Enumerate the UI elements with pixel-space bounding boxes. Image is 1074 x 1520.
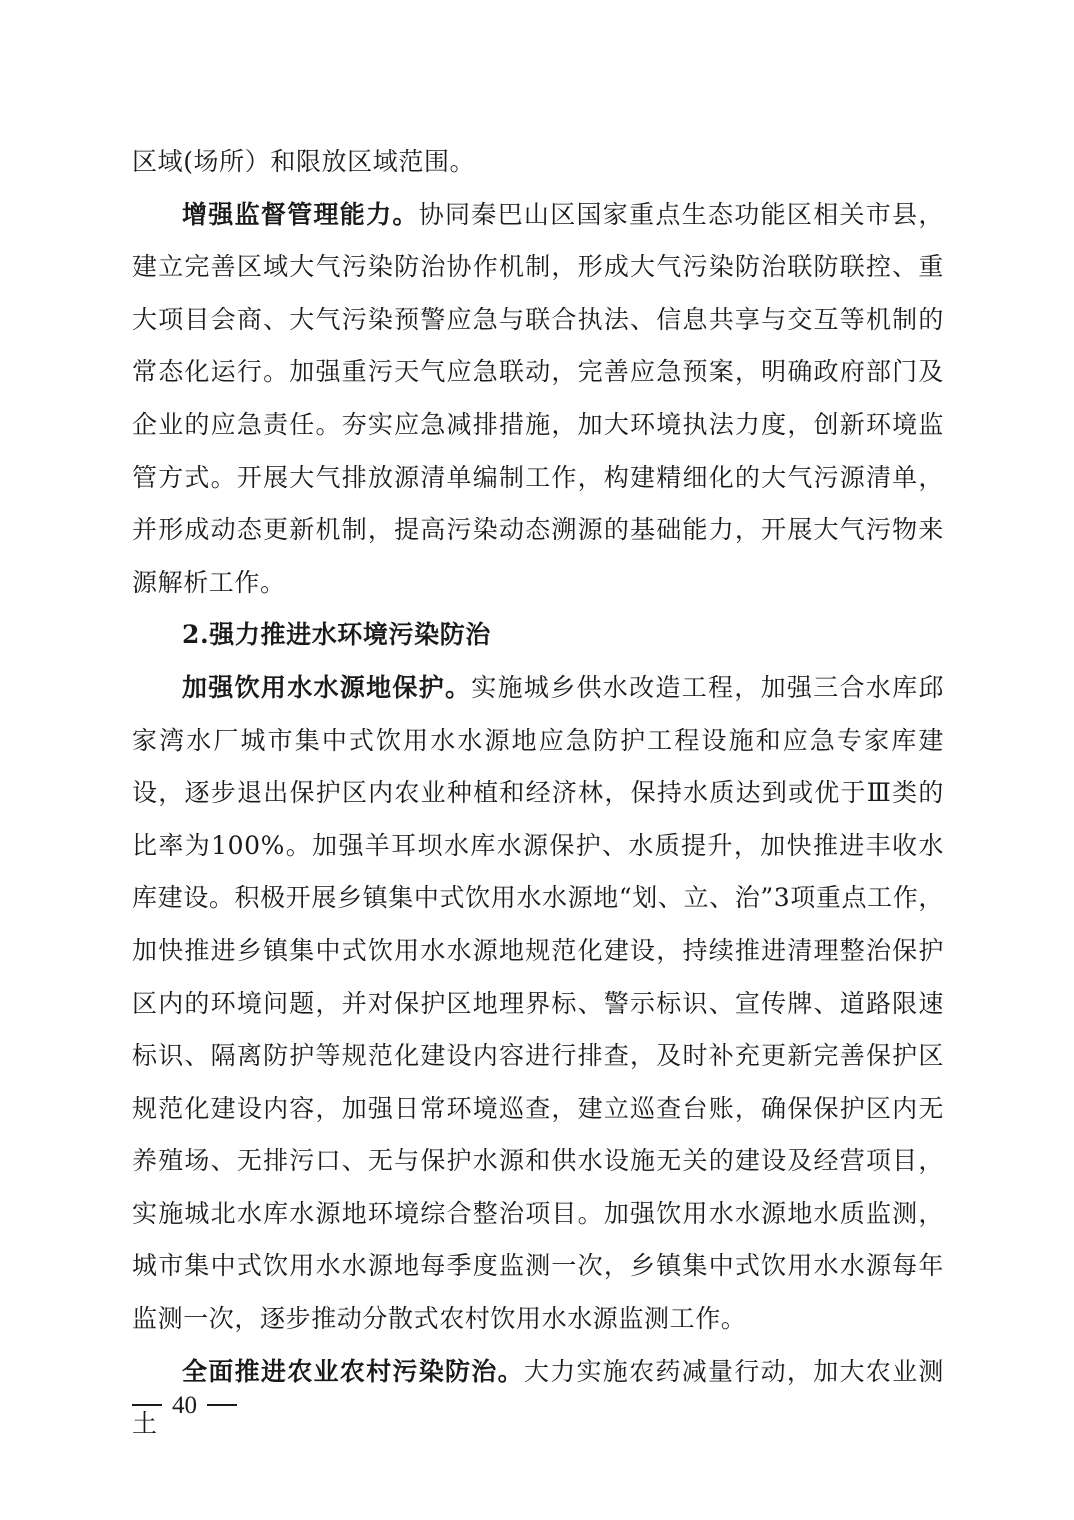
paragraph-lead: 全面推进农业农村污染防治。 xyxy=(182,1356,524,1386)
paragraph-lead: 加强饮用水水源地保护。 xyxy=(182,672,472,702)
section-heading: 2.强力推进水环境污染防治 xyxy=(182,620,491,650)
page-number: 40 xyxy=(172,1392,197,1419)
paragraph-lead: 增强监督管理能力。 xyxy=(182,199,419,229)
footer-dash-left xyxy=(132,1404,162,1406)
paragraph-text: 实施城乡供水改造工程，加强三合水库邱家湾水厂城市集中式饮用水水源地应急防护工程设施和应急专家库建设，逐步退出保护区内农业种植和经济林，保持水质达到或优于Ⅲ类的比率为100%。加强羊耳坝水库水源保护、水质提升，加快推进丰收水库建设。积极开展乡镇集中式饮用水水源地“划、立、治”3项重点工作，加快推进乡镇集中式饮用水水源地规范化建设，持续推进清理整治保护区内的环境问题，并对保护区地理界标、警示标识、宣传牌、道路限速标识、隔离防护等规范化建设内容进行排查，及时补充更新完善保护区规范化建设内容，加强日常环境巡查，建立巡查台账，确保保护区内无养殖场、无排污口、无与保护水源和供水设施无关的建设及经营项目，实施城北水库水源地环境综合整治项目。加强饮用水水源地水质监测，城市集中式饮用水水源地每季度监测一次，乡镇集中式饮用水水源每年监测一次，逐步推动分散式农村饮用水水源监测工作。 xyxy=(132,672,944,1334)
paragraph-text: 区域(场所）和限放区域范围。 xyxy=(132,147,476,176)
paragraph-text: 协同秦巴山区国家重点生态功能区相关市县，建立完善区域大气污染防治协作机制，形成大气污染防治联防联控、重大项目会商、大气污染预警应急与联合执法、信息共享与交互等机制的常态化运行。加强重污天气应急联动，完善应急预案，明确政府部门及企业的应急责任。夯实应急减排措施，加大环境执法力度，创新环境监管方式。开展大气排放源清单编制工作，构建精细化的大气污源清单，并形成动态更新机制，提高污染动态溯源的基础能力，开展大气污物来源解析工作。 xyxy=(132,199,944,597)
footer-dash-right xyxy=(207,1404,237,1406)
paragraph-supervision xyxy=(132,189,944,610)
paragraph-agriculture xyxy=(132,1346,944,1451)
page-footer xyxy=(132,1386,237,1426)
paragraph-continued xyxy=(132,136,944,189)
document-body xyxy=(132,136,944,1451)
paragraph-water-source xyxy=(132,662,944,1346)
paragraph-text: 大力实施农药减量行动，加大农业测土 xyxy=(132,1356,944,1439)
